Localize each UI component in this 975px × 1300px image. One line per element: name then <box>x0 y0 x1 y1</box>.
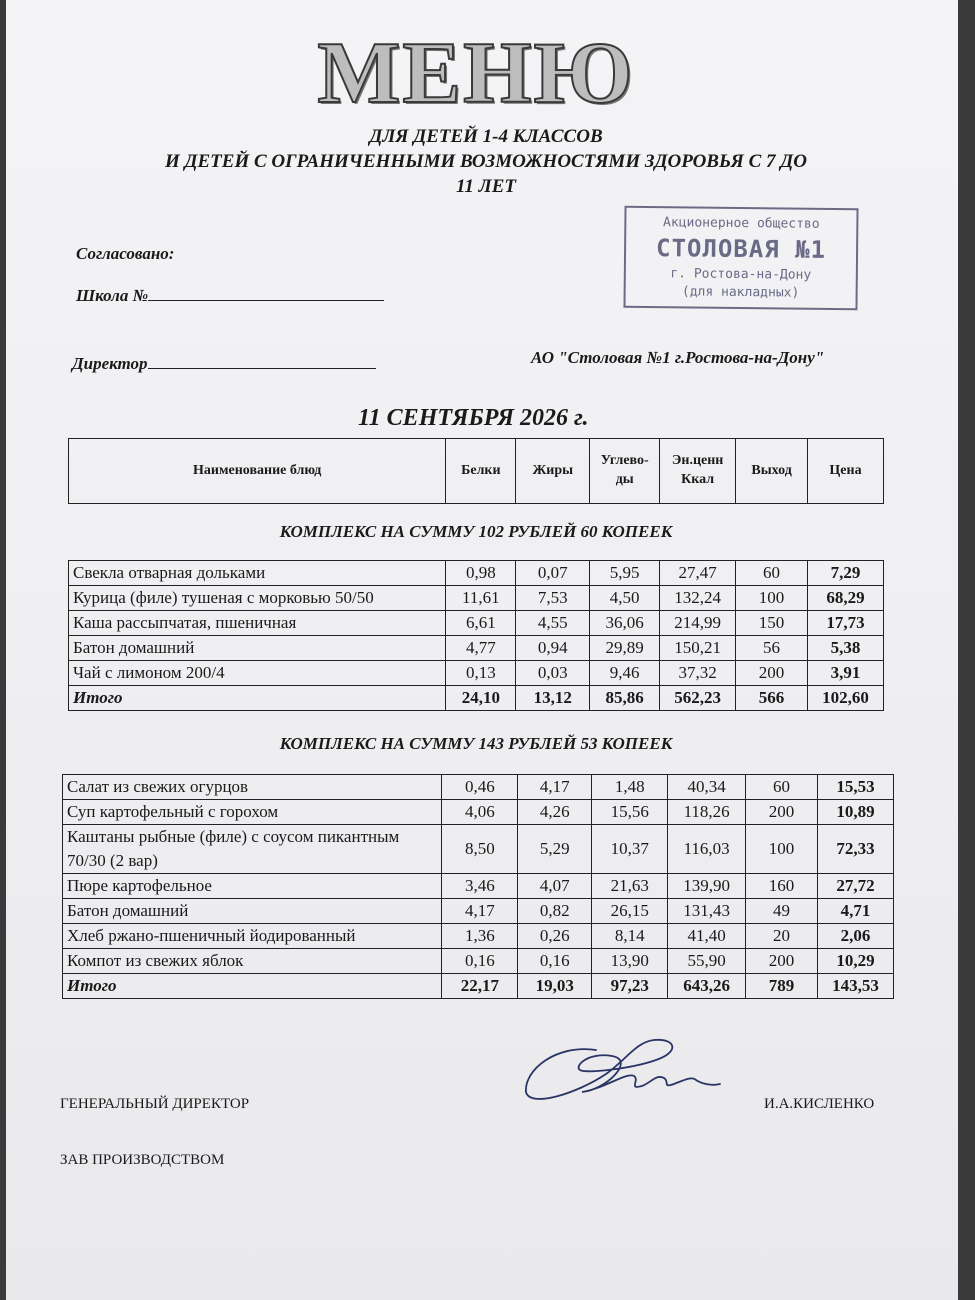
cell-yield: 160 <box>746 874 818 899</box>
table-row <box>63 874 894 899</box>
cell-carbs: 10,37 <box>592 825 668 874</box>
cell-price: 15,53 <box>818 775 894 800</box>
cell-yield: 60 <box>736 561 808 586</box>
total-price: 143,53 <box>818 974 894 999</box>
cell-protein: 4,17 <box>442 899 518 924</box>
cell-price: 10,29 <box>818 949 894 974</box>
total-row <box>63 974 894 999</box>
general-director-label: ГЕНЕРАЛЬНЫЙ ДИРЕКТОР <box>60 1096 250 1112</box>
table-row <box>69 586 884 611</box>
director-field <box>72 352 376 374</box>
cell-name: Компот из свежих яблок <box>63 949 442 974</box>
cell-fat: 7,53 <box>516 586 590 611</box>
table-row <box>63 800 894 825</box>
cell-yield: 20 <box>746 924 818 949</box>
total-carbs: 85,86 <box>590 686 660 711</box>
cell-name: Каштаны рыбные (филе) с соусом пикантным 70/30 (2 вар) <box>63 825 442 874</box>
cell-carbs: 15,56 <box>592 800 668 825</box>
total-yield: 789 <box>746 974 818 999</box>
column-header-fat: Жиры <box>516 439 590 504</box>
menu-subtitle <box>66 124 906 199</box>
cell-fat: 0,03 <box>516 661 590 686</box>
cell-price: 5,38 <box>807 636 883 661</box>
cell-price: 2,06 <box>818 924 894 949</box>
cell-protein: 0,46 <box>442 775 518 800</box>
complex-2-title: КОМПЛЕКС НА СУММУ 143 РУБЛЕЙ 53 КОПЕЕК <box>279 734 673 753</box>
cell-carbs: 29,89 <box>590 636 660 661</box>
cell-carbs: 9,46 <box>590 661 660 686</box>
header-table <box>68 438 884 504</box>
total-row <box>69 686 884 711</box>
cell-kcal: 118,26 <box>668 800 746 825</box>
complex-1-table <box>68 560 884 711</box>
cell-kcal: 40,34 <box>668 775 746 800</box>
cell-yield: 60 <box>746 775 818 800</box>
director-signature <box>516 1030 726 1110</box>
cell-yield: 100 <box>746 825 818 874</box>
cell-kcal: 131,43 <box>668 899 746 924</box>
cell-carbs: 1,48 <box>592 775 668 800</box>
table-row <box>69 561 884 586</box>
column-header-energy: Эн.ценн Ккал <box>660 439 736 504</box>
cell-protein: 4,77 <box>446 636 516 661</box>
company-stamp <box>623 206 858 310</box>
table-row <box>69 636 884 661</box>
cell-fat: 4,26 <box>518 800 592 825</box>
cell-carbs: 5,95 <box>590 561 660 586</box>
subtitle-line: ДЛЯ ДЕТЕЙ 1-4 КЛАССОВ <box>369 126 603 147</box>
column-header-protein: Белки <box>446 439 516 504</box>
cell-fat: 0,26 <box>518 924 592 949</box>
cell-name: Хлеб ржано-пшеничный йодированный <box>63 924 442 949</box>
cell-protein: 4,06 <box>442 800 518 825</box>
cell-price: 3,91 <box>807 661 883 686</box>
total-kcal: 562,23 <box>660 686 736 711</box>
cell-yield: 49 <box>746 899 818 924</box>
menu-sheet <box>6 0 958 1300</box>
cell-price: 68,29 <box>807 586 883 611</box>
cell-protein: 0,16 <box>442 949 518 974</box>
column-header-carbs: Углево- ды <box>590 439 660 504</box>
cell-kcal: 41,40 <box>668 924 746 949</box>
cell-fat: 4,17 <box>518 775 592 800</box>
cell-yield: 150 <box>736 611 808 636</box>
column-header-name: Наименование блюд <box>69 439 446 504</box>
column-header-price: Цена <box>808 439 884 504</box>
cell-name: Батон домашний <box>69 636 446 661</box>
cell-kcal: 150,21 <box>660 636 736 661</box>
cell-price: 27,72 <box>818 874 894 899</box>
cell-fat: 4,07 <box>518 874 592 899</box>
total-yield: 566 <box>736 686 808 711</box>
cell-carbs: 26,15 <box>592 899 668 924</box>
cell-fat: 0,07 <box>516 561 590 586</box>
total-name: Итого <box>63 974 442 999</box>
total-price: 102,60 <box>807 686 883 711</box>
table-row <box>69 611 884 636</box>
cell-fat: 0,94 <box>516 636 590 661</box>
school-blank-line <box>148 284 384 301</box>
school-field <box>76 284 384 306</box>
director-label: Директор <box>72 354 148 373</box>
cell-name: Суп картофельный с горохом <box>63 800 442 825</box>
cell-kcal: 132,24 <box>660 586 736 611</box>
table-row <box>63 924 894 949</box>
cell-fat: 4,55 <box>516 611 590 636</box>
column-header-yield: Выход <box>736 439 808 504</box>
cell-fat: 0,16 <box>518 949 592 974</box>
cell-name: Пюре картофельное <box>63 874 442 899</box>
cell-fat: 0,82 <box>518 899 592 924</box>
table-row <box>63 949 894 974</box>
cell-fat: 5,29 <box>518 825 592 874</box>
stamp-line: СТОЛОВАЯ №1 <box>655 234 827 264</box>
total-fat: 13,12 <box>516 686 590 711</box>
cell-price: 7,29 <box>807 561 883 586</box>
organization-name: АО "Столовая №1 г.Ростова-на-Дону" <box>531 348 825 367</box>
total-name: Итого <box>69 686 446 711</box>
cell-price: 72,33 <box>818 825 894 874</box>
cell-protein: 11,61 <box>446 586 516 611</box>
total-protein: 22,17 <box>442 974 518 999</box>
cell-carbs: 21,63 <box>592 874 668 899</box>
table-row <box>63 775 894 800</box>
cell-name: Салат из свежих огурцов <box>63 775 442 800</box>
cell-protein: 0,98 <box>446 561 516 586</box>
cell-name: Каша рассыпчатая, пшеничная <box>69 611 446 636</box>
table-row <box>63 825 894 874</box>
cell-price: 4,71 <box>818 899 894 924</box>
cell-price: 10,89 <box>818 800 894 825</box>
cell-name: Чай с лимоном 200/4 <box>69 661 446 686</box>
subtitle-line: 11 ЛЕТ <box>455 176 516 197</box>
complex-1-title: КОМПЛЕКС НА СУММУ 102 РУБЛЕЙ 60 КОПЕЕК <box>279 522 673 541</box>
total-protein: 24,10 <box>446 686 516 711</box>
stamp-line: г. Ростова-на-Дону <box>670 266 812 283</box>
cell-name: Свекла отварная дольками <box>69 561 446 586</box>
director-name: И.А.КИСЛЕНКО <box>764 1096 875 1112</box>
subtitle-line: И ДЕТЕЙ С ОГРАНИЧЕННЫМИ ВОЗМОЖНОСТЯМИ ЗДОРОВЬЯ С 7 ДО <box>165 151 807 172</box>
menu-date: 11 СЕНТЯБРЯ 2026 г. <box>358 405 589 431</box>
cell-kcal: 139,90 <box>668 874 746 899</box>
director-blank-line <box>148 352 376 369</box>
cell-carbs: 4,50 <box>590 586 660 611</box>
cell-yield: 200 <box>746 800 818 825</box>
stamp-line: (для накладных) <box>681 284 800 301</box>
table-row <box>63 899 894 924</box>
complex-2-table <box>62 774 894 999</box>
total-kcal: 643,26 <box>668 974 746 999</box>
cell-protein: 3,46 <box>442 874 518 899</box>
table-row <box>69 661 884 686</box>
cell-kcal: 214,99 <box>660 611 736 636</box>
production-head-label: ЗАВ ПРОИЗВОДСТВОМ <box>60 1152 225 1168</box>
cell-protein: 1,36 <box>442 924 518 949</box>
cell-kcal: 55,90 <box>668 949 746 974</box>
cell-protein: 6,61 <box>446 611 516 636</box>
cell-yield: 100 <box>736 586 808 611</box>
cell-protein: 8,50 <box>442 825 518 874</box>
stamp-line: Акционерное общество <box>663 215 820 232</box>
cell-price: 17,73 <box>807 611 883 636</box>
cell-carbs: 36,06 <box>590 611 660 636</box>
cell-name: Курица (филе) тушеная с морковью 50/50 <box>69 586 446 611</box>
cell-kcal: 27,47 <box>660 561 736 586</box>
cell-protein: 0,13 <box>446 661 516 686</box>
total-fat: 19,03 <box>518 974 592 999</box>
cell-kcal: 116,03 <box>668 825 746 874</box>
cell-carbs: 13,90 <box>592 949 668 974</box>
cell-carbs: 8,14 <box>592 924 668 949</box>
total-carbs: 97,23 <box>592 974 668 999</box>
menu-title: МЕНЮ <box>317 25 635 122</box>
cell-yield: 200 <box>736 661 808 686</box>
cell-name: Батон домашний <box>63 899 442 924</box>
cell-yield: 56 <box>736 636 808 661</box>
cell-kcal: 37,32 <box>660 661 736 686</box>
school-label: Школа № <box>76 286 149 305</box>
cell-yield: 200 <box>746 949 818 974</box>
agreed-label: Согласовано: <box>76 244 175 263</box>
